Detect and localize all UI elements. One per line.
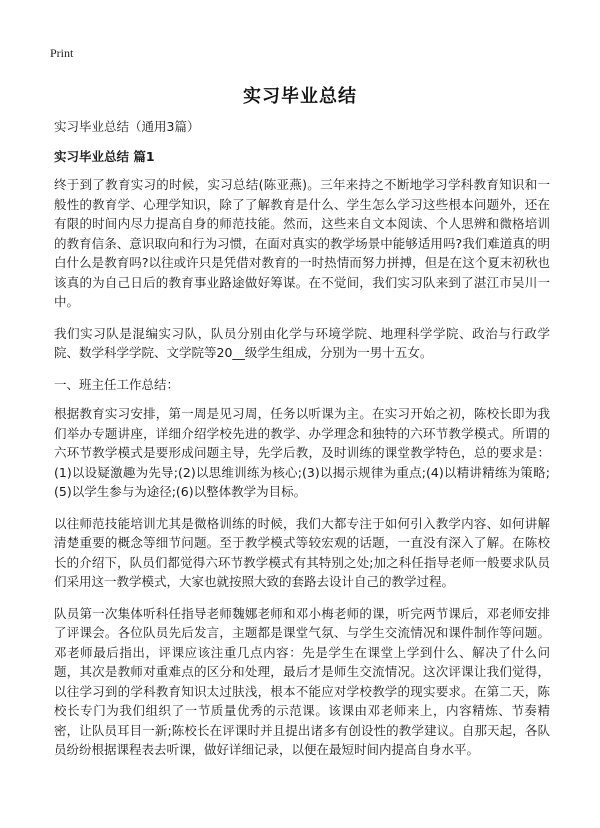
paragraph-intro: 终于到了教育实习的时候，实习总结(陈亚燕)。三年来持之不断地学习学科教育知识和一般性的教育学、心理学知识，除了了解教育是什么、学生怎么学习这些根本问题外，还在有限的时间内尽力提高自身的师范技能。然而，这些来自文本阅读、个人思辨和微格培训的教育信条、意识取向和行为习惯，在面对真实的教学场景中能够适用吗?我们难道真的明白什么是教育吗?以往或许只是凭借对教育的一时热情而努力拼搏，但是在这个夏末初秋也该真的为自己日后的教育事业路途做好筹谋。在不觉间，我们实习队来到了湛江市吴川一中。 [54,177,550,309]
paragraph-heading-homeroom: 一、班主任工作总结： [54,376,180,392]
page-title: 实习毕业总结 [243,86,357,107]
paragraph-team: 我们实习队是混编实习队，队员分别由化学与环境学院、地理科学学院、政治与行政学院、数学科学学院、文学院等20__级学生组成，分别为一男十五女。 [54,325,550,360]
paragraph-microteaching: 以往师范技能培训尤其是微格训练的时候，我们大都专注于如何引入教学内容、如何讲解清楚重要的概念等细节问题。至于教学模式等较宏观的话题，一直没有深入了解。在陈校长的介绍下，队员们都觉得六环节教学模式有其特别之处;加之科任指导老师一般要求队员们采用这一教学模式，大家也就按照大致的套路去设计自己的教学过程。 [54,515,550,589]
print-label[interactable]: Print [50,46,74,60]
section-heading: 实习毕业总结 篇1 [54,149,155,164]
document-subtitle: 实习毕业总结（通用3篇） [54,119,200,134]
paragraph-six-step-model: 根据教育实习安排，第一周是见习周，任务以听课为主。在实习开始之初，陈校长即为我们举办专题讲座，详细介绍学校先进的教学、办学理念和独特的六环节教学模式。所谓的六环节教学模式是要形成问题主导，先学后教，及时训练的课堂教学特色，总的要求是：(1)以设疑激趣为先导;(2)以思维训练为核心;(3)以揭示规律为重点;(4)以精讲精练为策略;(5)以学生参与为途径;(6)以整体教学为目标。 [54,406,550,499]
paragraph-lesson-review: 队员第一次集体听科任指导老师魏娜老师和邓小梅老师的课，听完两节课后，邓老师安排了评课会。各位队员先后发言，主题都是课堂气氛、与学生交流情况和课件制作等问题。邓老师最后指出，评课应该注重几点内容：先是学生在课堂上学到什么、解决了什么问题，其次是教师对重难点的区分和处理，最后才是师生交流情况。这次评课让我们觉得，以往学习到的学科教育知识太过肤浅，根本不能应对学校教学的现实要求。在第二天，陈校长专门为我们组织了一节质量优秀的示范课。该课由邓老师来上，内容精炼、节奏精密，让队员耳目一新;陈校长在评课时并且提出诸多有创设性的教学建议。自那天起，各队员纷纷根据课程表去听课，做好详细记录，以便在最短时间内提高自身水平。 [54,605,550,757]
document-body [54,118,550,772]
